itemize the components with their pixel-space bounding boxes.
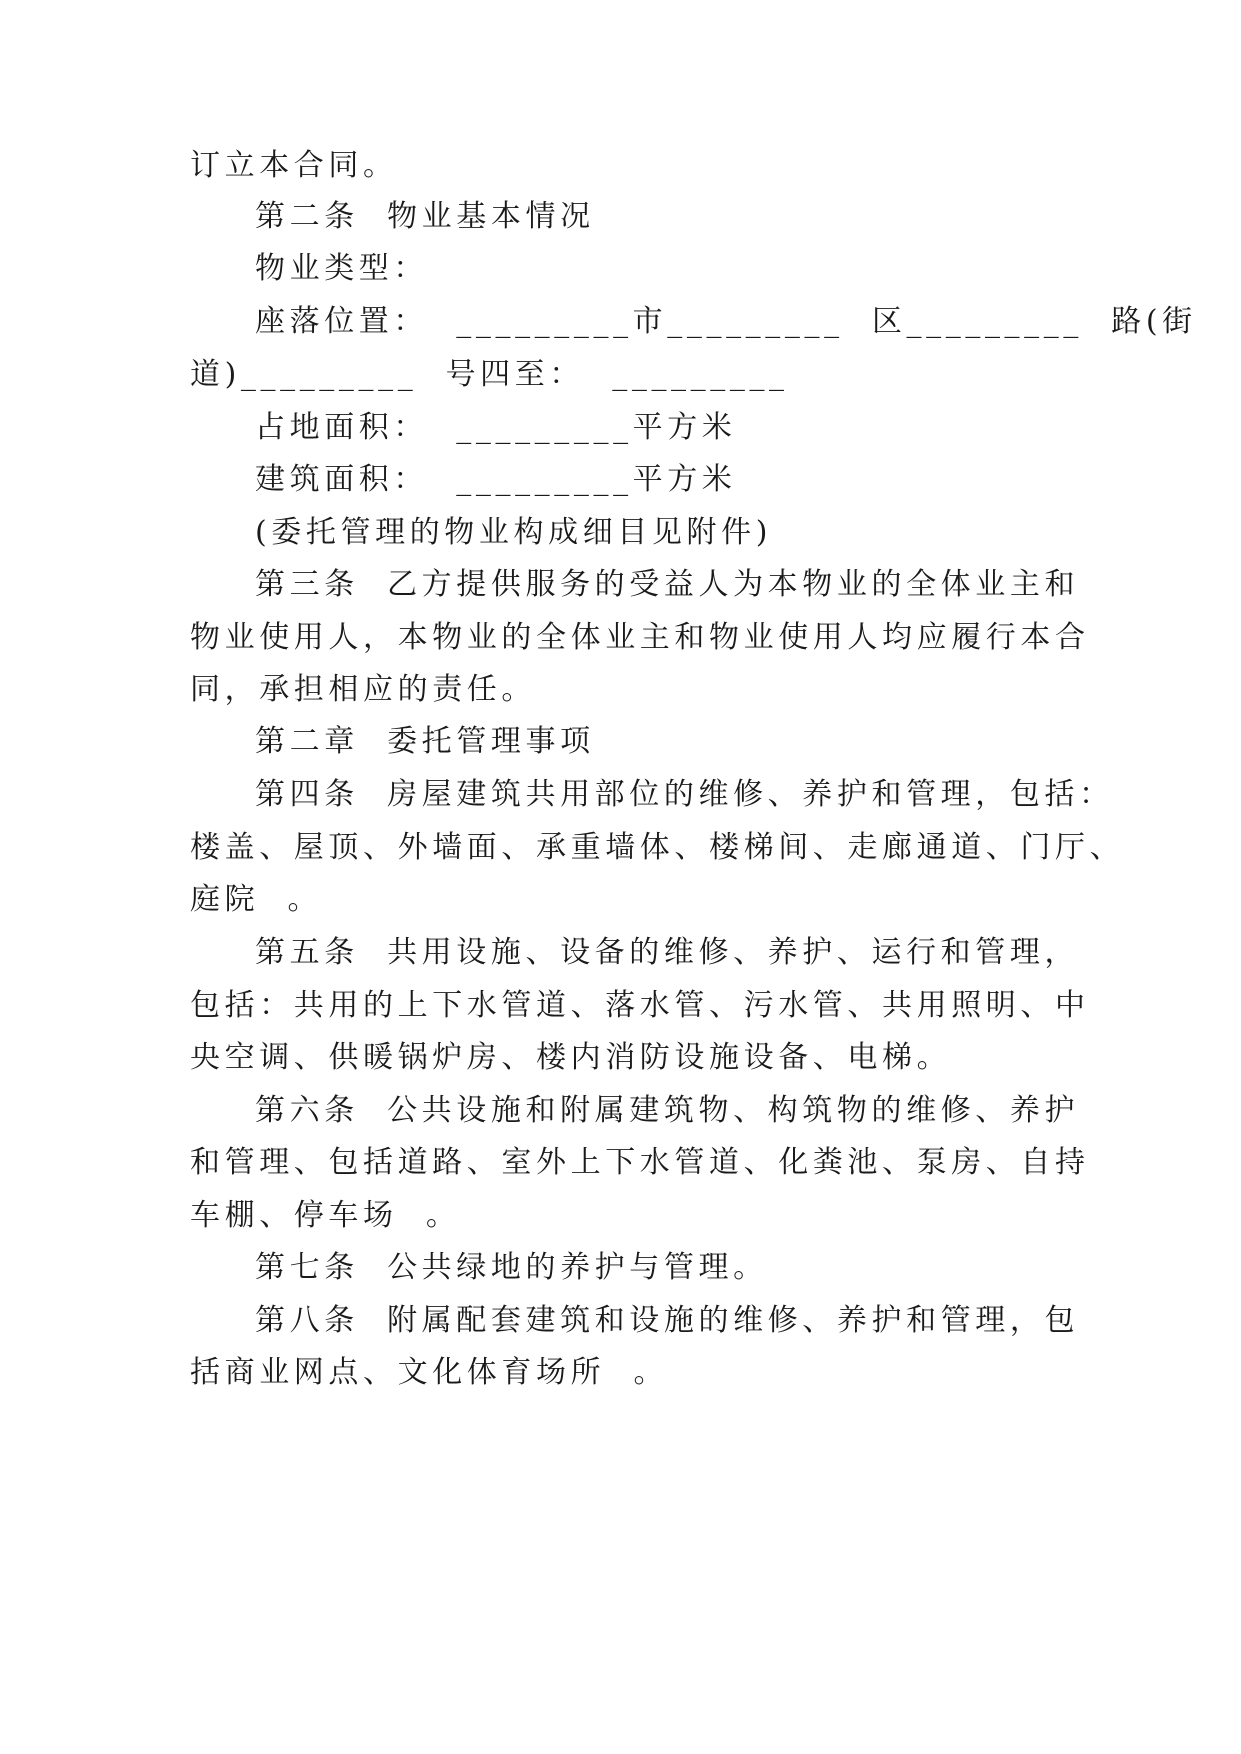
text-line: 和管理、包括道路、室外上下水管道、化粪池、泵房、自持 [190, 1145, 1090, 1180]
text-line: 同，承担相应的责任。 [190, 672, 536, 707]
text-line: 建筑面积： _________平方米 [255, 462, 737, 497]
text-line: 包括：共用的上下水管道、落水管、污水管、共用照明、中 [190, 988, 1090, 1023]
text-line: 楼盖、屋顶、外墙面、承重墙体、楼梯间、走廊通道、门厅、 [190, 830, 1125, 865]
text-line: 物业类型： [255, 251, 428, 286]
article-heading: 第四条 房屋建筑共用部位的维修、养护和管理，包括： [255, 777, 1114, 812]
chapter-heading: 第二章 委托管理事项 [255, 724, 595, 759]
text-line: (委托管理的物业构成细目见附件) [255, 515, 773, 550]
text-line: 央空调、供暖锅炉房、楼内消防设施设备、电梯。 [190, 1040, 952, 1075]
text-line: 物业使用人，本物业的全体业主和物业使用人均应履行本合 [190, 620, 1090, 655]
text-line: 订立本合同。 [190, 148, 398, 183]
article-heading: 第五条 共用设施、设备的维修、养护、运行和管理， [255, 935, 1080, 970]
text-line: 庭院 。 [190, 882, 323, 917]
article-heading: 第六条 公共设施和附属建筑物、构筑物的维修、养护 [255, 1093, 1080, 1128]
text-line: 占地面积： _________平方米 [255, 410, 737, 445]
article-heading: 第三条 乙方提供服务的受益人为本物业的全体业主和 [255, 567, 1080, 602]
article-heading: 第二条 物业基本情况 [255, 199, 595, 234]
text-line: 道)_________ 号四至： _________ [190, 357, 789, 392]
article-heading: 第八条 附属配套建筑和设施的维修、养护和管理，包 [255, 1303, 1080, 1338]
text-line: 车棚、停车场 。 [190, 1198, 461, 1233]
text-line: 括商业网点、文化体育场所 。 [190, 1355, 669, 1390]
article-heading: 第七条 公共绿地的养护与管理。 [255, 1250, 768, 1285]
text-line: 座落位置： _________市_________ 区_________ 路(街 [255, 304, 1197, 339]
